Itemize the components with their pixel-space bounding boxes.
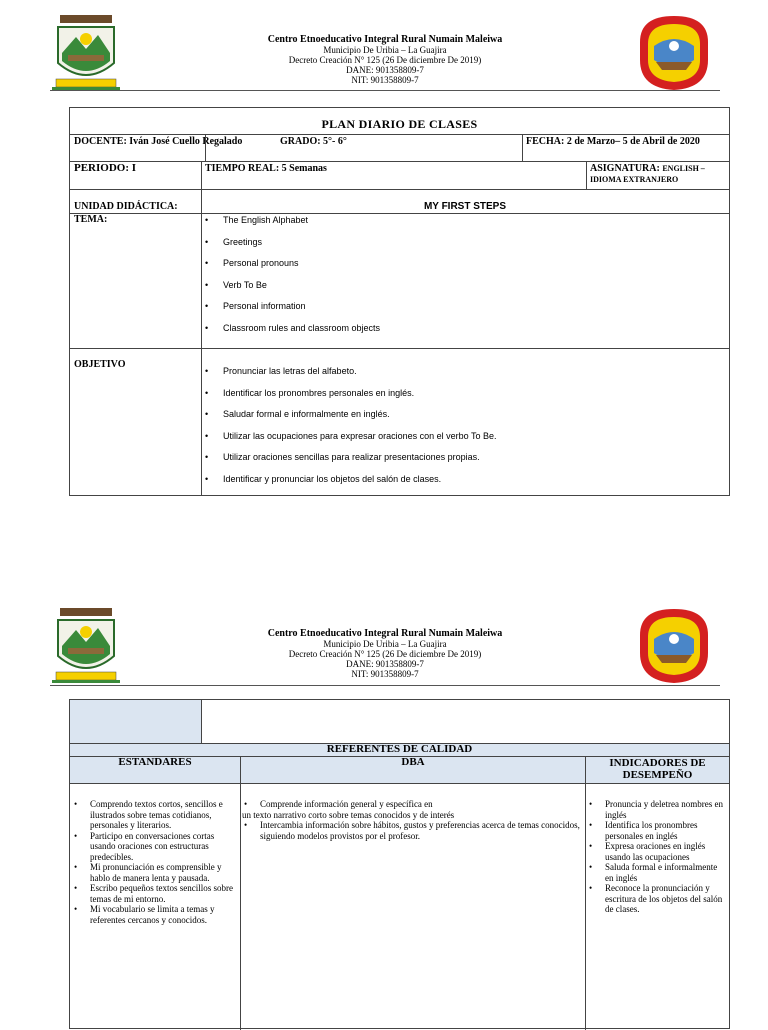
school-header	[225, 629, 545, 679]
asignatura-label: ASIGNATURA:	[590, 163, 660, 174]
asignatura-field	[590, 163, 728, 185]
list-item: • Identificar y pronunciar los objetos del salón de clases.	[203, 474, 723, 496]
calidad-title: REFERENTES DE CALIDAD	[70, 744, 729, 756]
calidad-table	[69, 699, 730, 1029]
list-item: • Verb To Be	[203, 280, 723, 302]
estandares-list	[72, 799, 238, 925]
list-item: • Identifica los pronombres personales en inglés	[587, 820, 727, 841]
header-divider	[50, 685, 720, 686]
list-item: • Classroom rules and classroom objects	[203, 323, 723, 345]
school-header	[225, 35, 545, 85]
tema-label: TEMA:	[74, 214, 108, 225]
dane-line: DANE: 901358809-7	[346, 659, 424, 669]
header-divider	[50, 90, 720, 91]
list-item: • Mi pronunciación es comprensible y hablo de manera lenta y pausada.	[72, 862, 238, 883]
objetivo-list	[203, 366, 723, 495]
dane-line: DANE: 901358809-7	[346, 65, 424, 75]
municipality-line: Municipio De Uribia – La Guajira	[323, 45, 447, 55]
nit-line: NIT: 901358809-7	[351, 669, 419, 679]
list-item: • Pronunciar las letras del alfabeto.	[203, 366, 723, 388]
dba-item-1a: Comprende información general y específica en	[260, 799, 433, 809]
list-item: • Pronuncia y deletrea nombres en inglés	[587, 799, 727, 820]
periodo-field: PERIODO: I	[74, 162, 137, 174]
list-item: • Saluda formal e informalmente en inglés	[587, 862, 727, 883]
list-item: • Saludar formal e informalmente en inglés.	[203, 409, 723, 431]
docente-field: DOCENTE: Iván José Cuello Regalado	[74, 136, 243, 147]
nit-line: NIT: 901358809-7	[351, 75, 419, 85]
list-item: • The English Alphabet	[203, 215, 723, 237]
list-item: • Greetings	[203, 237, 723, 259]
dba-item-1b: un texto narrativo corto sobre temas conocidos y de interés	[242, 809, 455, 820]
list-item: • Escribo pequeños textos sencillos sobre temas de mi entorno.	[72, 883, 238, 904]
list-item: • Personal information	[203, 301, 723, 323]
fecha-field: FECHA: 2 de Marzo– 5 de Abril de 2020	[526, 136, 700, 147]
list-item: • Reconoce la pronunciación y escritura de los objetos del salón de clases.	[587, 883, 727, 915]
tema-list	[203, 215, 723, 344]
asignatura-value: ENGLISH – IDIOMA EXTRANJERO	[590, 164, 705, 184]
plan-table	[69, 107, 730, 496]
col-header-dba: DBA	[241, 757, 585, 783]
school-crest-logo	[48, 13, 124, 93]
tiempo-field: TIEMPO REAL: 5 Semanas	[205, 163, 327, 174]
list-item: • Identificar los pronombres personales en inglés.	[203, 388, 723, 410]
unidad-value: MY FIRST STEPS	[423, 201, 507, 212]
dba-list: • Comprende información general y específica en un texto narrativo corto sobre temas conocidos y de interés • Intercambia información sobre hábitos, gustos y preferencias acerca de temas conocidos, siguiendo modelos provistos por el profesor.	[242, 799, 582, 841]
objetivo-label: OBJETIVO	[74, 359, 126, 370]
list-item: • Utilizar las ocupaciones para expresar oraciones con el verbo To Be.	[203, 431, 723, 453]
list-item: • Participo en conversaciones cortas usando oraciones con estructuras predecibles.	[72, 831, 238, 863]
list-item: • Mi vocabulario se limita a temas y referentes cercanos y conocidos.	[72, 904, 238, 925]
decree-line: Decreto Creación N° 125 (26 De diciembre De 2019)	[288, 55, 482, 65]
department-shield-logo	[634, 12, 714, 92]
list-item: • Intercambia información sobre hábitos, gustos y preferencias acerca de temas conocidos, siguiendo modelos provistos por el profesor.	[242, 820, 582, 841]
list-item: • Utilizar oraciones sencillas para realizar presentaciones propias.	[203, 452, 723, 474]
plan-title: PLAN DIARIO DE CLASES	[321, 117, 478, 131]
indicadores-list	[587, 799, 727, 915]
department-shield-logo	[634, 605, 714, 685]
col-header-indicadores: INDICADORES DE DESEMPEÑO	[586, 757, 729, 783]
col-header-estandares: ESTANDARES	[70, 757, 240, 783]
school-name: Centro Etnoeducativo Integral Rural Numain Maleiwa	[267, 628, 503, 639]
school-name: Centro Etnoeducativo Integral Rural Numain Maleiwa	[267, 34, 503, 45]
list-item: • Expresa oraciones en inglés usando las ocupaciones	[587, 841, 727, 862]
unidad-label: UNIDAD DIDÁCTICA:	[74, 201, 178, 212]
list-item: • Comprendo textos cortos, sencillos e ilustrados sobre temas cotidianos, personales y literarios.	[72, 799, 238, 831]
grado-field: GRADO: 5°- 6°	[280, 136, 347, 147]
municipality-line: Municipio De Uribia – La Guajira	[323, 639, 447, 649]
decree-line: Decreto Creación N° 125 (26 De diciembre De 2019)	[288, 649, 482, 659]
blank-cell	[70, 700, 201, 743]
school-crest-logo	[48, 606, 124, 686]
list-item: • Personal pronouns	[203, 258, 723, 280]
